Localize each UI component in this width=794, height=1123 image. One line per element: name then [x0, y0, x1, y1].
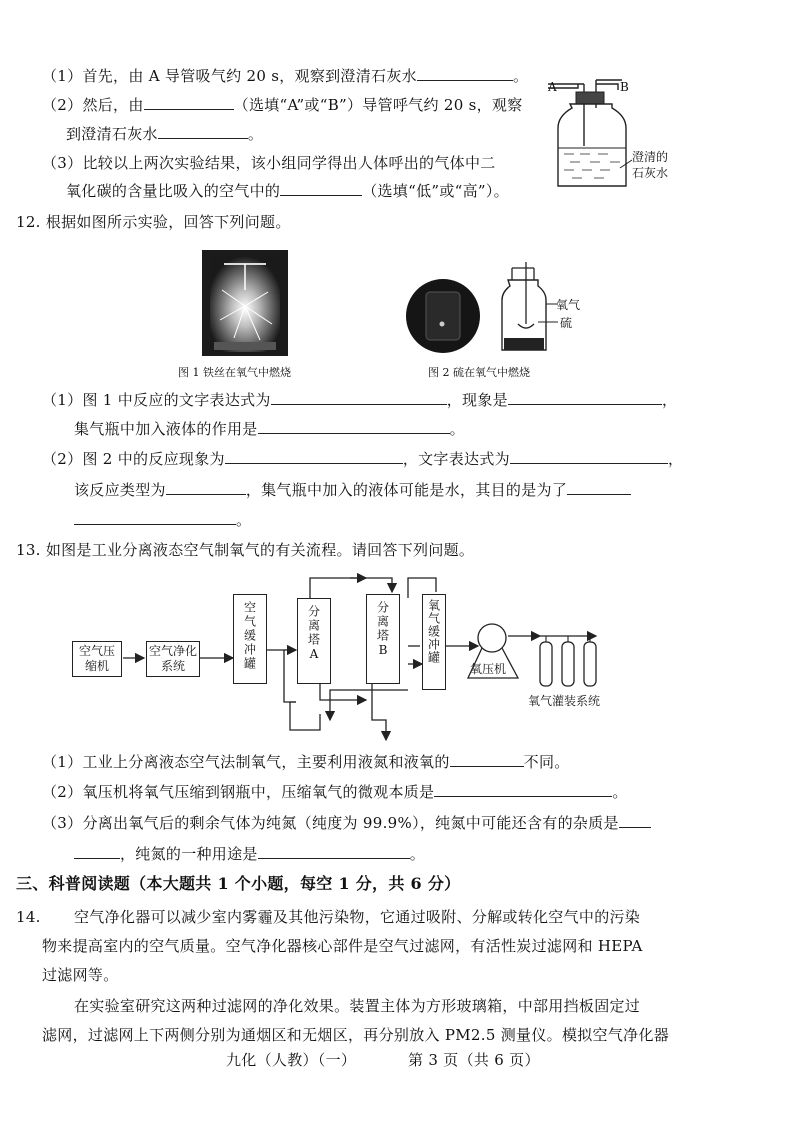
q11-line-1-end: 。 — [512, 67, 529, 85]
q11-line-1-text: （1）首先，由 A 导管吸气约 20 s，观察到澄清石灰水 — [42, 67, 417, 85]
q13-blank-1[interactable] — [450, 752, 524, 767]
q14-para-2-line-1: 在实验室研究这两种过滤网的净化效果。装置主体为方形玻璃箱，中部用挡板固定过 — [74, 997, 641, 1015]
q12-line-1-end: ， — [661, 391, 678, 409]
q12-line-2-text: 集气瓶中加入液体的作用是 — [74, 420, 258, 438]
q13-title: 13. 如图是工业分离液态空气制氧气的有关流程。请回答下列问题。 — [16, 541, 475, 559]
q13-line-1 — [42, 752, 570, 772]
q12-title: 12. 根据如图所示实验，回答下列问题。 — [16, 213, 291, 231]
q11-line-4: （3）比较以上两次实验结果，该小组同学得出人体呼出的气体中二 — [42, 154, 496, 172]
q11-label-b: B — [620, 80, 629, 94]
q13-box-air-buffer — [233, 594, 267, 684]
q13-line-2 — [42, 782, 628, 802]
q12-label-sulfur: 硫 — [560, 316, 573, 330]
q12-line-4-text: 该反应类型为 — [74, 481, 166, 499]
q11-note-2: 石灰水 — [632, 166, 669, 180]
q13-box-tower-b — [366, 594, 400, 684]
q11-label-a: A — [548, 80, 557, 94]
q14-para-1-line-3: 过滤网等。 — [42, 966, 119, 984]
q13-tower-b-label: 分离塔 — [375, 601, 390, 643]
q13-blank-5[interactable] — [258, 844, 410, 859]
q13-line-2-text: （2）氧压机将氧气压缩到钢瓶中，压缩氧气的微观本质是 — [42, 783, 435, 801]
q13-tower-b-letter: B — [378, 643, 388, 657]
q13-tower-a-letter: A — [309, 647, 319, 661]
q14-number: 14. — [16, 908, 41, 926]
q12-line-5-end: 。 — [236, 511, 252, 529]
q13-line-3-text: （3）分离出氧气后的剩余气体为纯氮（纯度为 99.9%），纯氮中可能还含有的杂质是 — [42, 814, 619, 832]
q13-line-4 — [74, 844, 425, 864]
q12-line-2-end: 。 — [449, 420, 465, 438]
q13-blank-3[interactable] — [619, 813, 651, 828]
q11-line-3-text: 到澄清石灰水 — [66, 125, 158, 143]
q13-blank-4[interactable] — [74, 844, 120, 859]
q12-line-3-text: （2）图 2 中的反应现象为 — [42, 450, 225, 468]
q11-line-2-text-b: （选填“A”或“B”）导管呼气约 20 s，观察 — [233, 96, 523, 114]
q12-line-1-text-b: ，现象是 — [446, 391, 508, 409]
q14-para-2-line-2: 滤网，过滤网上下两侧分别为通烟区和无烟区，再分别放入 PM2.5 测量仪。模拟空气净化器 — [42, 1026, 670, 1044]
section-3-heading: 三、科普阅读题（本大题共 1 个小题，每空 1 分，共 6 分） — [16, 874, 461, 893]
q11-line-5-text-b: （选填“低”或“高”）。 — [362, 182, 509, 200]
q13-label-filling-system: 氧气灌装系统 — [528, 694, 601, 708]
q13-box-air-compressor — [72, 641, 122, 677]
q13-line-1-text: （1）工业上分离液态空气法制氧气，主要利用液氮和液氧的 — [42, 753, 450, 771]
q13-box-air-purifier-label: 空气净化系统 — [148, 644, 197, 673]
q11-note-1: 澄清的 — [632, 150, 669, 164]
q11-line-3-end: 。 — [247, 125, 264, 143]
q13-line-1-end: 不同。 — [523, 753, 570, 771]
q13-tower-a-label: 分离塔 — [306, 605, 321, 647]
q13-box-oxygen-buffer-label: 氧气缓冲罐 — [426, 599, 441, 664]
q12-fig1-caption: 图 1 铁丝在氧气中燃烧 — [178, 366, 291, 379]
q13-box-air-compressor-label: 空气压缩机 — [78, 644, 115, 673]
q13-label-oxygen-compressor: 氧压机 — [470, 662, 507, 676]
q12-line-3-end: ， — [667, 450, 684, 468]
q13-box-tower-a — [297, 598, 331, 684]
q13-line-4-end: 。 — [409, 845, 426, 863]
q14-para-1-line-1: 空气净化器可以减少室内雾霾及其他污染物，它通过吸附、分解或转化空气中的污染 — [74, 908, 641, 926]
footer-left: 九化（人教）（一） — [226, 1051, 357, 1069]
q12-line-4-text-b: ，集气瓶中加入的液体可能是水，其目的是为了 — [245, 481, 568, 499]
q11-line-5-text: 氧化碳的含量比吸入的空气中的 — [66, 182, 281, 200]
q13-box-oxygen-buffer — [422, 594, 446, 690]
q12-line-3-text-b: ，文字表达式为 — [402, 450, 510, 468]
q11-line-2-text: （2）然后，由 — [42, 96, 144, 114]
footer-page-number: 第 3 页（共 6 页） — [408, 1051, 540, 1069]
q13-blank-2[interactable] — [434, 782, 612, 797]
q13-box-air-buffer-label: 空气缓冲罐 — [242, 601, 257, 671]
q13-box-air-purifier — [146, 641, 200, 677]
q14-para-1-line-2: 物来提高室内的空气质量。空气净化器核心部件是空气过滤网，有活性炭过滤网和 HEPA — [42, 937, 643, 955]
q13-line-3 — [42, 813, 651, 833]
q12-line-1-text: （1）图 1 中反应的文字表达式为 — [42, 391, 271, 409]
q13-line-2-end: 。 — [612, 783, 628, 801]
q13-line-4-text: ，纯氮的一种用途是 — [120, 845, 258, 863]
q12-fig2-caption: 图 2 硫在氧气中燃烧 — [428, 366, 530, 379]
q12-label-oxygen: 氧气 — [556, 298, 581, 312]
